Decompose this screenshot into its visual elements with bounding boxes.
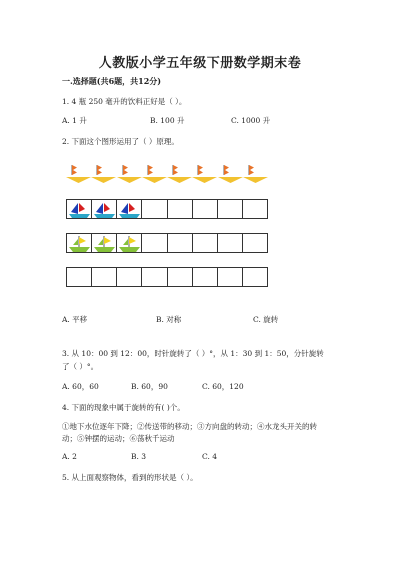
empty-grid-cell: [92, 268, 117, 286]
pattern-row-empty: [66, 267, 268, 287]
question-2-option-a: A. 平移: [62, 315, 88, 324]
question-2-text: 2. 下面这个图形运用了（ ）原理。: [62, 137, 179, 146]
flag-triangle-icon: [243, 163, 268, 183]
flag-triangle-icon: [91, 163, 116, 183]
green-sailboat-icon: [92, 234, 117, 252]
question-4-detail-line1: ①地下水位逐年下降；②传送带的移动；③方向盘的转动；④水龙头开关的转: [62, 422, 317, 431]
question-4-option-a: A. 2: [62, 452, 77, 461]
empty-grid-cell: [193, 234, 218, 252]
empty-grid-cell: [168, 268, 193, 286]
pattern-row-boats: [66, 199, 268, 219]
empty-grid-cell: [142, 234, 167, 252]
page-title: 人教版小学五年级下册数学期末卷: [98, 56, 302, 71]
question-1-option-c: C. 1000 升: [231, 116, 271, 125]
question-3-text-line1: 3. 从 10：00 到 12：00，时针旋转了（ ）°，从 1：30 到 1：50，分针旋转: [62, 349, 324, 358]
empty-grid-cell: [218, 268, 243, 286]
empty-grid-cell: [243, 268, 267, 286]
question-1-option-a: A. 1 升: [62, 116, 87, 125]
question-3-option-c: C. 60，120: [202, 382, 244, 391]
flag-triangle-icon: [218, 163, 243, 183]
green-sailboat-icon: [117, 234, 142, 252]
question-1-option-b: B. 100 升: [150, 116, 185, 125]
question-3-text-line2: 了（ ）°。: [62, 362, 99, 371]
empty-grid-cell: [142, 200, 167, 218]
empty-grid-cell: [168, 200, 193, 218]
empty-grid-cell: [243, 200, 267, 218]
sailboat-icon: [117, 200, 142, 218]
flag-triangle-icon: [142, 163, 167, 183]
flag-triangle-icon: [167, 163, 192, 183]
empty-grid-cell: [117, 268, 142, 286]
question-4-option-c: C. 4: [202, 452, 218, 461]
question-3-option-b: B. 60，90: [131, 382, 168, 391]
empty-grid-cell: [193, 268, 218, 286]
pattern-row-green-boats: [66, 233, 268, 253]
green-sailboat-icon: [67, 234, 92, 252]
sailboat-icon: [92, 200, 117, 218]
empty-grid-cell: [193, 200, 218, 218]
sailboat-icon: [67, 200, 92, 218]
pattern-row-flags: [66, 163, 268, 183]
question-5-text: 5. 从上面观察物体，看到的形状是（ ）。: [62, 473, 198, 482]
question-2-option-b: B. 对称: [156, 315, 182, 324]
question-2-option-c: C. 旋转: [253, 315, 279, 324]
question-4-detail-line2: 动；⑤钟摆的运动；⑥荡秋千运动: [62, 434, 175, 443]
question-4-text: 4. 下面的现象中属于旋转的有( )个。: [62, 403, 185, 412]
question-3-option-a: A. 60，60: [62, 382, 99, 391]
section-heading: 一.选择题(共6题，共12分): [62, 76, 162, 86]
empty-grid-cell: [243, 234, 267, 252]
empty-grid-cell: [218, 234, 243, 252]
flag-triangle-icon: [66, 163, 91, 183]
empty-grid-cell: [142, 268, 167, 286]
flag-triangle-icon: [192, 163, 217, 183]
flag-triangle-icon: [117, 163, 142, 183]
empty-grid-cell: [67, 268, 92, 286]
question-1-text: 1. 4 瓶 250 毫升的饮料正好是（ ）。: [62, 97, 187, 106]
question-4-option-b: B. 3: [131, 452, 147, 461]
empty-grid-cell: [218, 200, 243, 218]
empty-grid-cell: [168, 234, 193, 252]
